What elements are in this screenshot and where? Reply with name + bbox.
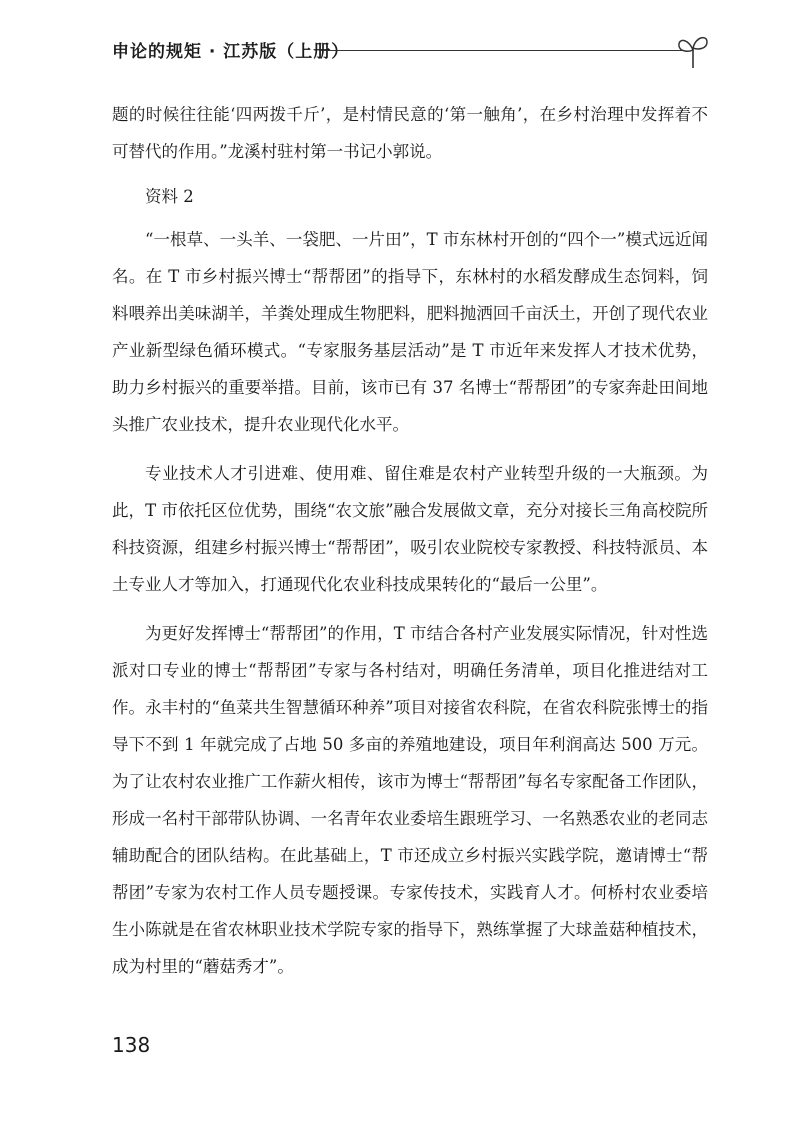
- paragraph-2: 专业技术人才引进难、使用难、留住难是农村产业转型升级的一大瓶颈。为此，T 市依托区位优势，围绕“农文旅”融合发展做文章，充分对接长三角高校院所科技资源，组建乡村振兴博士“帮帮团”，吸引农业院校专家教授、科技特派员、本土专业人才等加入，打通现代化农业科技成果转化的“最后一公里”。: [112, 464, 708, 594]
- running-header: [112, 30, 712, 70]
- paragraph-continued: 题的时候往往能‘四两拨千斤’，是村情民意的‘第一触角’，在乡村治理中发挥着不可替代的作用。”龙溪村驻村第一书记小郭说。: [112, 105, 708, 161]
- page-number: 138: [112, 1033, 151, 1057]
- sprout-icon: [676, 30, 710, 70]
- section-label: 资料 2: [145, 187, 194, 206]
- body-text: [112, 96, 708, 997]
- paragraph-3: 为更好发挥博士“帮帮团”的作用，T 市结合各村产业发展实际情况，针对性选派对口专业的博士“帮帮团”专家与各村结对，明确任务清单，项目化推进结对工作。永丰村的“鱼菜共生智慧循环种养”项目对接省农科院，在省农科院张博士的指导下不到 1 年就完成了占地 50 多亩的养殖地建设，项目年利润高达 500 万元。为了让农村农业推广工作薪火相传，该市为博士“帮帮团”每名专家配备工作团队，形成一名村干部带队协调、一名青年农业委培生跟班学习、一名熟悉农业的老同志辅助配合的团队结构。在此基础上，T 市还成立乡村振兴实践学院，邀请博士“帮帮团”专家为农村工作人员专题授课。专家传技术，实践育人才。何桥村农业委培生小陈就是在省农林职业技术学院专家的指导下，熟练掌握了大球盖菇种植技术，成为村里的“蘑菇秀才”。: [112, 624, 708, 976]
- paragraph-1: “一根草、一头羊、一袋肥、一片田”，T 市东林村开创的“四个一”模式远近闻名。在 T 市乡村振兴博士“帮帮团”的指导下，东林村的水稻发酵成生态饲料，饲料喂养出美味湖羊，羊粪处理成生物肥料，肥料抛洒回千亩沃土，开创了现代农业产业新型绿色循环模式。“专家服务基层活动”是 T 市近年来发挥人才技术优势，助力乡村振兴的重要举措。目前，该市已有 37 名博士“帮帮团”的专家奔赴田间地头推广农业技术，提升农业现代化水平。: [112, 230, 708, 434]
- header-rule: [319, 50, 682, 51]
- book-title: 申论的规矩 · 江苏版（上册）: [112, 42, 350, 62]
